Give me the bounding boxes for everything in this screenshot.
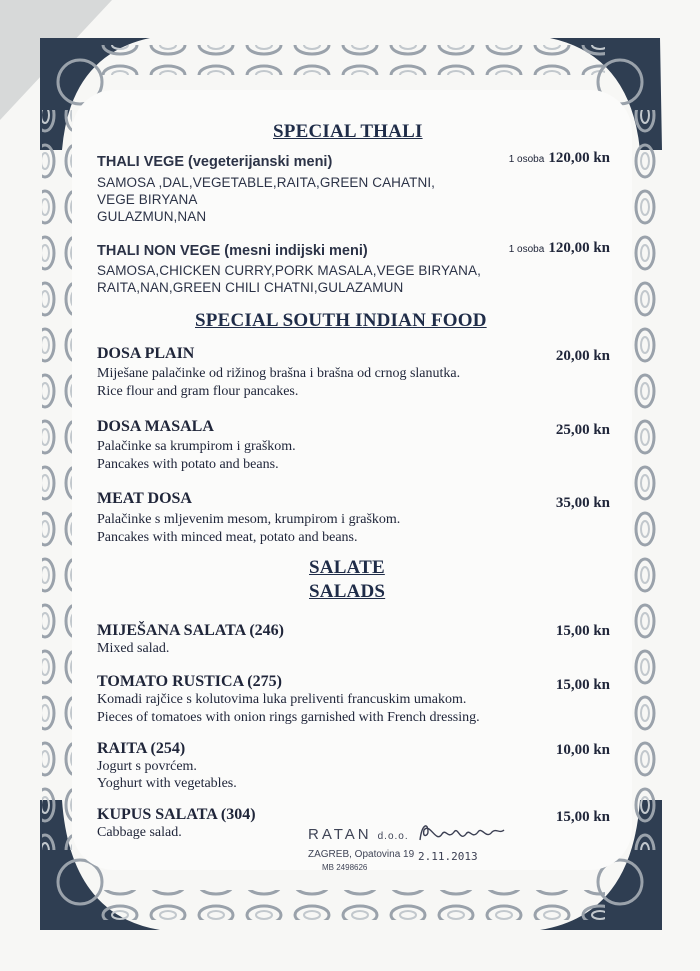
handwritten-date: 2.11.2013 xyxy=(418,850,478,863)
company-stamp: RATAN d.o.o. ZAGREB, Opatovina 19 MB 2498626 xyxy=(308,826,415,872)
section-heading-south-indian: SPECIAL SOUTH INDIAN FOOD xyxy=(195,310,487,331)
menu-item-price: 15,00 kn xyxy=(555,623,610,639)
menu-item-price: 10,00 kn xyxy=(555,742,610,758)
menu-item-title: DOSA MASALA xyxy=(97,418,214,435)
menu-item-price: 35,00 kn xyxy=(555,495,610,511)
menu-item-description: RAITA,NAN,GREEN CHILI CHATNI,GULAZAMUN xyxy=(97,280,404,295)
menu-item-description: Pancakes with minced meat, potato and beans. xyxy=(97,530,358,545)
menu-item-title: DOSA PLAIN xyxy=(97,345,195,362)
menu-item-price: 1 osoba 120,00 kn xyxy=(508,240,610,256)
menu-item-title: RAITA (254) xyxy=(97,740,186,757)
menu-item-description: VEGE BIRYANA xyxy=(97,192,198,207)
menu-item-title: KUPUS SALATA (304) xyxy=(97,806,256,823)
menu-item-description: Palačinke s mljevenim mesom, krumpirom i graškom. xyxy=(97,512,401,527)
menu-item-title: THALI VEGE (vegeterijanski meni) xyxy=(97,154,333,170)
menu-item-description: Palačinke sa krumpirom i graškom. xyxy=(97,439,296,454)
menu-item-description: Jogurt s povrćem. xyxy=(97,759,197,774)
menu-item-description: Miješane palačinke od rižinog brašna i brašna od crnog slanutka. xyxy=(97,366,461,381)
menu-item-description: Pancakes with potato and beans. xyxy=(97,457,279,472)
menu-item-description: Rice flour and gram flour pancakes. xyxy=(97,384,299,399)
menu-item-title: MIJEŠANA SALATA (246) xyxy=(97,622,284,639)
menu-item-title: MEAT DOSA xyxy=(97,490,192,507)
menu-item-description: SAMOSA ,DAL,VEGETABLE,RAITA,GREEN CAHATNI, xyxy=(97,175,436,190)
menu-item-title: THALI NON VEGE (mesni indijski meni) xyxy=(97,243,368,259)
menu-item-price: 15,00 kn xyxy=(555,677,610,693)
menu-item-description: Pieces of tomatoes with onion rings garnished with French dressing. xyxy=(97,710,480,725)
menu-item-price: 25,00 kn xyxy=(555,422,610,438)
menu-item-price: 20,00 kn xyxy=(555,348,610,364)
menu-item-description: Komadi rajčice s kolutovima luka preliventi francuskim umakom. xyxy=(97,692,467,707)
signature xyxy=(416,818,506,850)
menu-item-description: Cabbage salad. xyxy=(97,825,182,840)
section-heading-thali: SPECIAL THALI xyxy=(273,121,423,142)
menu-item-price: 1 osoba 120,00 kn xyxy=(508,150,610,166)
menu-item-description: GULAZMUN,NAN xyxy=(97,209,207,224)
section-heading-salate: SALATE xyxy=(309,557,385,578)
menu-item-description: Mixed salad. xyxy=(97,641,170,656)
menu-item-description: Yoghurt with vegetables. xyxy=(97,776,237,791)
menu-item-description: SAMOSA,CHICKEN CURRY,PORK MASALA,VEGE BIRYANA, xyxy=(97,263,481,278)
section-heading-salads: SALADS xyxy=(309,581,386,602)
menu-item-title: TOMATO RUSTICA (275) xyxy=(97,673,282,690)
menu-item-price: 15,00 kn xyxy=(555,809,610,825)
